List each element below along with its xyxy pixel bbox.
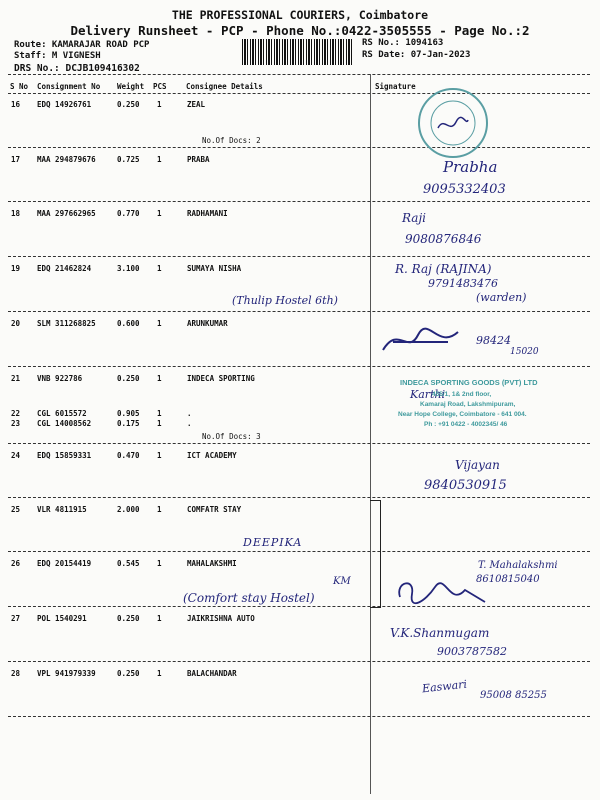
row-sno: 19 — [11, 264, 21, 273]
rs-number: RS No.: 1094163 — [362, 38, 444, 48]
row-pcs: 1 — [157, 374, 162, 383]
row-sno: 27 — [11, 614, 21, 623]
phone-jaikrishna: 9003787582 — [437, 645, 507, 658]
row-weight: 0.905 — [117, 409, 140, 418]
row-consignment-no: EDQ 21462824 — [37, 264, 92, 273]
row-separator — [8, 147, 590, 148]
row-consignee: MAHALAKSHMI — [187, 559, 237, 568]
runsheet-subtitle: Delivery Runsheet - PCP - Phone No.:0422-3505555 - Page No.:2 — [70, 23, 530, 38]
phone-arunkumar-2: 15020 — [510, 347, 539, 357]
row-consignment-no: MAA 294879676 — [37, 155, 96, 164]
row-weight: 0.545 — [117, 559, 140, 568]
row-consignment-no: EDQ 14926761 — [37, 100, 92, 109]
row-weight: 0.250 — [117, 374, 140, 383]
hostel-note-sumaya: (Thulip Hostel 6th) — [232, 294, 338, 307]
row-pcs: 1 — [157, 100, 162, 109]
signature-balachandar: Easwari — [421, 677, 468, 696]
barcode — [242, 39, 352, 65]
phone-radhamani: 9080876846 — [405, 232, 482, 246]
row-pcs: 1 — [157, 451, 162, 460]
row-weight: 0.250 — [117, 669, 140, 678]
row-weight: 0.250 — [117, 614, 140, 623]
row-pcs: 1 — [157, 669, 162, 678]
header-rule-top — [8, 74, 590, 75]
row-weight: 0.770 — [117, 209, 140, 218]
row-weight: 0.600 — [117, 319, 140, 328]
row-consignee: JAIKRISHNA AUTO — [187, 614, 255, 623]
row-consignment-no: SLM 311268825 — [37, 319, 96, 328]
row-separator — [8, 606, 590, 607]
row-consignee: BALACHANDAR — [187, 669, 237, 678]
row-consignment-no: CGL 14008562 — [37, 419, 92, 428]
row-consignment-no: EDQ 20154419 — [37, 559, 92, 568]
phone-arunkumar-1: 98424 — [476, 334, 511, 347]
row-weight: 2.000 — [117, 505, 140, 514]
deepika-note: DEEPIKA — [243, 536, 303, 549]
signature-indeca: Karthi — [410, 388, 446, 401]
row-weight: 0.470 — [117, 451, 140, 460]
row-consignment-no: CGL 6015572 — [37, 409, 87, 418]
row-pcs: 1 — [157, 409, 162, 418]
col-pcs: PCS — [153, 82, 167, 91]
staff-label: Staff: M VIGNESH — [14, 51, 101, 61]
row-separator — [8, 497, 590, 498]
row-pcs: 1 — [157, 209, 162, 218]
signature-column-divider — [370, 74, 371, 794]
phone-sumaya: 9791483476 — [428, 277, 498, 290]
indeca-stamp-line2: 455/1, 1& 2nd floor, — [432, 391, 492, 398]
row-pcs: 1 — [157, 419, 162, 428]
row-pcs: 1 — [157, 505, 162, 514]
signature-praba: Prabha — [443, 158, 498, 176]
col-consignment: Consignment No — [37, 82, 101, 91]
row-consignment-no: MAA 297662965 — [37, 209, 96, 218]
row-sno: 25 — [11, 505, 21, 514]
row-sno: 28 — [11, 669, 21, 678]
signature-deepika — [390, 572, 490, 612]
company-seal-stamp — [418, 88, 488, 158]
row-consignee: ARUNKUMAR — [187, 319, 228, 328]
row-consignee: RADHAMANI — [187, 209, 228, 218]
route-label: Route: KAMARAJAR ROAD PCP — [14, 40, 150, 50]
indeca-stamp-line4: Near Hope College, Coimbatore - 641 004. — [398, 411, 527, 418]
phone-balachandar: 95008 85255 — [480, 690, 547, 701]
row-consignee: . — [187, 409, 192, 418]
row-pcs: 1 — [157, 155, 162, 164]
row-weight: 0.175 — [117, 419, 140, 428]
row-pcs: 1 — [157, 264, 162, 273]
row-consignee: . — [187, 419, 192, 428]
row-sno: 23 — [11, 419, 21, 428]
indeca-stamp-line3: Kamaraj Road, Lakshmipuram, — [420, 401, 516, 408]
phone-praba: 9095332403 — [423, 182, 506, 197]
row-pcs: 1 — [157, 614, 162, 623]
row-docs-count: No.Of Docs: 3 — [202, 432, 261, 441]
header-rule-bottom — [8, 93, 590, 94]
row-sno: 24 — [11, 451, 21, 460]
row-consignee: INDECA SPORTING — [187, 374, 255, 383]
row-sno: 16 — [11, 100, 21, 109]
row-sno: 22 — [11, 409, 21, 418]
phone-mahalakshmi: 8610815040 — [476, 574, 540, 585]
phone-ict: 9840530915 — [424, 478, 507, 493]
indeca-stamp-line1: INDECA SPORTING GOODS (PVT) LTD — [400, 378, 538, 387]
signature-ict: Vijayan — [455, 458, 500, 472]
row-separator — [8, 366, 590, 367]
row-separator — [8, 716, 590, 717]
km-note: KM — [333, 576, 351, 587]
row-consignment-no: EDQ 15859331 — [37, 451, 92, 460]
row-separator — [8, 551, 590, 552]
row-consignee: ICT ACADEMY — [187, 451, 237, 460]
warden-note: (warden) — [476, 291, 527, 304]
signature-sumaya: R. Raj (RAJINA) — [395, 262, 492, 276]
row-sno: 26 — [11, 559, 21, 568]
row-docs-count: No.Of Docs: 2 — [202, 136, 261, 145]
row-weight: 0.725 — [117, 155, 140, 164]
signature-mahalakshmi: T. Mahalakshmi — [478, 560, 558, 571]
row-sno: 18 — [11, 209, 21, 218]
row-sno: 20 — [11, 319, 21, 328]
row-pcs: 1 — [157, 559, 162, 568]
row-consignee: SUMAYA NISHA — [187, 264, 242, 273]
row-consignee: ZEAL — [187, 100, 206, 109]
row-weight: 0.250 — [117, 100, 140, 109]
row-sno: 21 — [11, 374, 21, 383]
signature-arunkumar — [378, 320, 468, 360]
col-consignee: Consignee Details — [186, 82, 263, 91]
row-separator — [8, 443, 590, 444]
row-consignment-no: POL 1540291 — [37, 614, 87, 623]
col-signature: Signature — [375, 82, 416, 91]
row-separator — [8, 201, 590, 202]
row-separator — [8, 661, 590, 662]
col-sno: S No — [10, 82, 29, 91]
row-consignment-no: VNB 922786 — [37, 374, 83, 383]
row-separator — [8, 311, 590, 312]
drs-number: DRS No.: DCJB109416302 — [14, 63, 140, 74]
indeca-stamp-line5: Ph : +91 0422 - 4002345/ 46 — [424, 421, 508, 428]
row-sno: 17 — [11, 155, 21, 164]
row-consignee: PRABA — [187, 155, 210, 164]
col-weight: Weight — [117, 82, 145, 91]
row-consignment-no: VPL 941979339 — [37, 669, 96, 678]
company-title: THE PROFESSIONAL COURIERS, Coimbatore — [171, 8, 429, 22]
row-pcs: 1 — [157, 319, 162, 328]
hostel-note-comfort: (Comfort stay Hostel) — [183, 591, 315, 605]
row-separator — [8, 256, 590, 257]
hostel-bracket — [370, 500, 381, 608]
seal-icon — [420, 90, 486, 156]
signature-jaikrishna: V.K.Shanmugam — [390, 626, 490, 640]
row-consignment-no: VLR 4811915 — [37, 505, 87, 514]
row-consignee: COMFATR STAY — [187, 505, 242, 514]
rs-date: RS Date: 07-Jan-2023 — [362, 50, 471, 60]
row-weight: 3.100 — [117, 264, 140, 273]
signature-radhamani: Raji — [402, 211, 427, 225]
